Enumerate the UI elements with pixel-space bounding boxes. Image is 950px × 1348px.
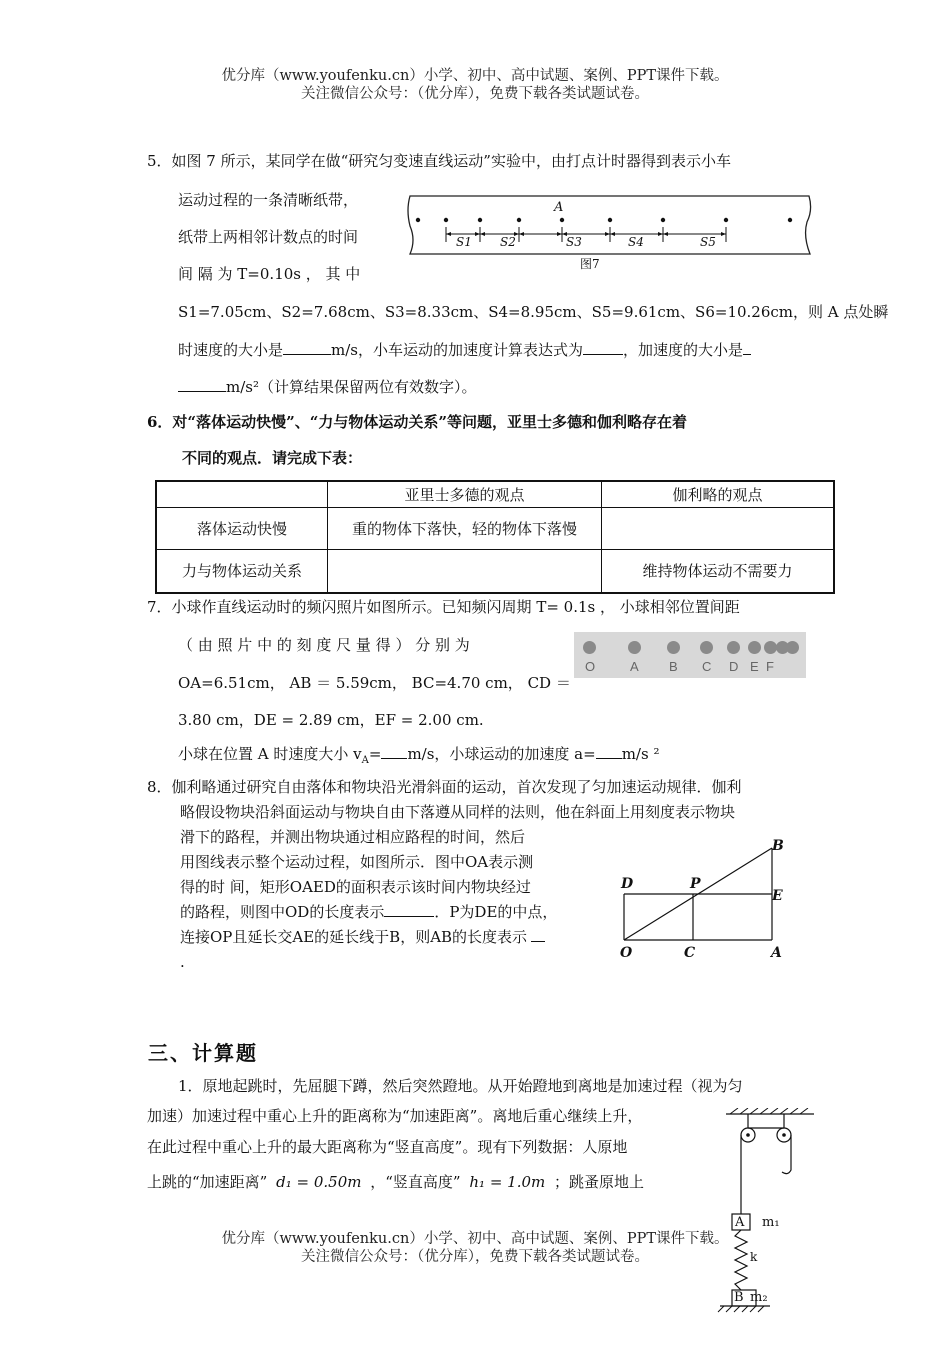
q5-line6-b: m/s，小车运动的加速度计算表达式为 xyxy=(331,341,583,359)
q7-line1: 7．小球作直线运动时的频闪照片如图所示。已知频闪周期 T= 0.1s ， 小球相邻位置间距 xyxy=(147,598,740,616)
table-header-cell: 伽利略的观点 xyxy=(602,481,835,507)
answer-blank[interactable] xyxy=(283,340,331,355)
q8-line8: . xyxy=(180,953,185,971)
table-cell: 重的物体下落快，轻的物体下落慢 xyxy=(328,507,602,549)
photo-label: E xyxy=(750,659,759,674)
q6-line1: 6．对“落体运动快慢”、“力与物体运动关系”等问题，亚里士多德和伽利略存在着 xyxy=(147,413,687,431)
calc1-line2: 加速）加速过程中重心上升的距离称为“加速距离”。离地后重心继续上升， xyxy=(147,1107,643,1125)
q7-line5-a: 小球在位置 A 时速度大小 v xyxy=(178,745,362,763)
q8-line2: 略假设物块沿斜面运动与物块自由下落遵从同样的法则，他在斜面上用刻度表示物块 xyxy=(180,803,736,821)
q5-line1: 5．如图 7 所示，某同学在做“研究匀变速直线运动”实验中，由打点计时器得到表示小车 xyxy=(147,152,731,170)
tape-segment-label: S1 xyxy=(456,235,472,249)
q8-line5: 得的时 间，矩形OAED的面积表示该时间内物块经过 xyxy=(180,878,531,896)
ball-position xyxy=(748,641,761,654)
spring-k-label: k xyxy=(750,1250,758,1264)
ball-position xyxy=(667,641,680,654)
graph-label-p: P xyxy=(690,876,701,892)
section-title: 三、计算题 xyxy=(148,1041,258,1065)
q8-line7-text: 连接OP且延长交AE的延长线于B，则AB的长度表示 xyxy=(180,928,528,946)
q7-line4: 3.80 cm，DE = 2.89 cm，EF = 2.00 cm. xyxy=(178,711,484,729)
calc1-line4-c: ；跳蚤原地上 xyxy=(554,1173,645,1191)
answer-blank[interactable] xyxy=(583,340,623,355)
page-header-line2: 关注微信公众号：（优分库），免费下载各类试题试卷。 xyxy=(301,86,649,102)
answer-blank[interactable] xyxy=(384,902,434,917)
tape-segment-label: S5 xyxy=(700,235,716,249)
page-header-line1: 优分库（www.youfenku.cn）小学、初中、高中试题、案例、PPT课件下载。 xyxy=(221,68,729,84)
q7-line5-sub: A xyxy=(361,755,369,766)
q7-line3: OA=6.51cm， AB ＝ 5.59cm， BC=4.70 cm， CD ＝ xyxy=(178,674,571,692)
q8-line6-b: ．P为DE的中点， xyxy=(434,903,558,921)
mass-m1-label: m₁ xyxy=(762,1215,780,1230)
q8-line3: 滑下的路程，并测出物块通过相应路程的时间，然后 xyxy=(180,828,526,846)
calc1-line4-b: ，“竖直高度” xyxy=(370,1173,461,1191)
q7-line5-d: m/s ² xyxy=(621,745,660,763)
mass-m2-label: m₂ xyxy=(750,1290,768,1305)
page-footer-line1: 优分库（www.youfenku.cn）小学、初中、高中试题、案例、PPT课件下载。 xyxy=(221,1231,729,1247)
q6-line2: 不同的观点．请完成下表： xyxy=(182,449,363,467)
q5-line5: S1=7.05cm、S2=7.68cm、S3=8.33cm、S4=8.95cm、S5=9.61cm、S6=10.26cm，则 A 点处瞬 xyxy=(178,303,889,321)
table-row xyxy=(156,507,834,549)
formula-vertical-height: h₁ = 1.0m xyxy=(469,1173,546,1191)
graph-label-a: A xyxy=(771,945,782,961)
q5-line3: 纸带上两相邻计数点的时间 xyxy=(178,228,359,246)
tape-segment-label: S4 xyxy=(628,235,644,249)
answer-blank[interactable] xyxy=(743,340,751,355)
q8-line4: 用图线表示整个运动过程，如图所示．图中OA表示测 xyxy=(180,853,534,871)
photo-label: B xyxy=(669,659,678,674)
table-row xyxy=(156,549,834,593)
tape-segment-label: S3 xyxy=(566,235,582,249)
photo-label: C xyxy=(702,659,712,674)
q7-line2: （ 由 照 片 中 的 刻 度 尺 量 得 ） 分 别 为 xyxy=(178,636,470,654)
table-header-cell: 亚里士多德的观点 xyxy=(328,481,602,507)
tape-figure-caption: 图7 xyxy=(580,257,600,271)
calc1-line4-a: 上跳的“加速距离” xyxy=(147,1173,268,1191)
q5-line2: 运动过程的一条清晰纸带， xyxy=(178,191,359,209)
table-cell-answer[interactable] xyxy=(602,507,835,549)
q5-line6 xyxy=(178,340,751,360)
q8-line6-a: 的路程，则图中OD的长度表示 xyxy=(180,903,385,921)
q8-line1: 8．伽利略通过研究自由落体和物块沿光滑斜面的运动，首次发现了匀加速运动规律．伽利 xyxy=(147,778,742,796)
flash-photo xyxy=(574,632,806,678)
q8-line6 xyxy=(180,902,557,922)
q5-line6-a: 时速度的大小是 xyxy=(178,341,284,359)
formula-accel-distance: d₁ = 0.50m xyxy=(276,1173,362,1191)
q7-line5 xyxy=(178,744,659,771)
block-a-label: A xyxy=(735,1215,745,1230)
q5-line7-a: m/s²（计算结果保留两位有效数字）。 xyxy=(226,378,477,396)
views-comparison-table xyxy=(155,480,835,594)
table-header-cell xyxy=(156,481,328,507)
ball-position xyxy=(727,641,740,654)
tape-segment-label: S2 xyxy=(500,235,516,249)
graph-label-c: C xyxy=(684,945,696,961)
answer-blank[interactable] xyxy=(531,927,545,942)
tape-point-a-label: A xyxy=(554,200,564,215)
table-cell-answer[interactable] xyxy=(328,549,602,593)
ticker-tape-figure xyxy=(404,192,816,272)
graph-label-e: E xyxy=(772,888,783,904)
photo-label: D xyxy=(729,659,739,674)
q7-line5-c: m/s，小球运动的加速度 a= xyxy=(407,745,596,763)
ball-position xyxy=(628,641,641,654)
calc1-line4 xyxy=(147,1172,644,1192)
ball-position xyxy=(583,641,596,654)
block-b-label: B xyxy=(734,1290,744,1305)
q5-line6-c: ，加速度的大小是 xyxy=(623,341,744,359)
answer-blank[interactable] xyxy=(178,377,226,392)
q7-line5-b: = xyxy=(368,745,382,763)
q5-line4: 间 隔 为 T=0.10s ， 其 中 xyxy=(178,265,361,283)
table-cell: 力与物体运动关系 xyxy=(156,549,328,593)
calc1-line1: 1．原地起跳时，先屈腿下蹲，然后突然蹬地。从开始蹬地到离地是加速过程（视为匀 xyxy=(178,1077,743,1095)
table-cell: 落体运动快慢 xyxy=(156,507,328,549)
photo-label: A xyxy=(630,659,639,674)
galileo-graph xyxy=(614,834,794,964)
table-cell: 维持物体运动不需要力 xyxy=(602,549,835,593)
page-footer-line2: 关注微信公众号：（优分库），免费下载各类试题试卷。 xyxy=(301,1249,649,1265)
pulley-spring-figure xyxy=(716,1108,820,1344)
ball-position xyxy=(700,641,713,654)
ball-position xyxy=(786,641,799,654)
answer-blank[interactable] xyxy=(381,744,407,759)
graph-label-b: B xyxy=(772,838,784,854)
photo-label: F xyxy=(766,659,774,674)
answer-blank[interactable] xyxy=(596,744,622,759)
calc1-line3: 在此过程中重心上升的最大距离称为“竖直高度”。现有下列数据：人原地 xyxy=(147,1138,628,1156)
q8-line7 xyxy=(180,927,545,947)
q5-line7 xyxy=(178,377,477,397)
graph-label-d: D xyxy=(621,876,634,892)
graph-label-o: O xyxy=(620,945,633,961)
photo-label: O xyxy=(585,659,596,674)
table-header-row xyxy=(156,481,834,507)
